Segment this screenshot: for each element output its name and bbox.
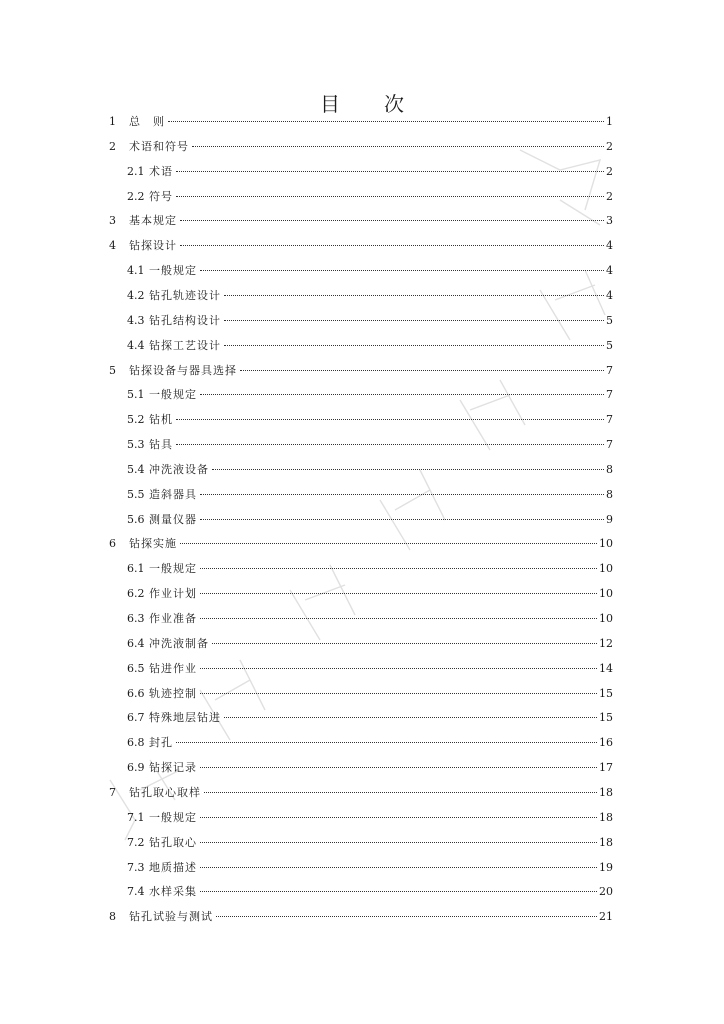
toc-entry-page-number: 4 (606, 239, 613, 253)
toc-entry[interactable] (127, 758, 613, 778)
toc-dot-leader (180, 220, 604, 221)
toc-dot-leader (216, 916, 597, 917)
toc-entry-label: 钻孔取心 (149, 835, 197, 849)
toc-entry[interactable] (127, 311, 613, 331)
toc-entry-page-number: 7 (606, 413, 613, 427)
toc-dot-leader (200, 867, 597, 868)
toc-entry-page-number: 2 (606, 139, 613, 153)
toc-entry[interactable] (127, 659, 613, 679)
toc-entry-number: 6.9 (127, 761, 145, 775)
toc-entry-number: 7 (109, 785, 116, 799)
toc-entry-number: 4.4 (127, 338, 145, 352)
toc-entry[interactable] (127, 882, 613, 902)
toc-entry[interactable] (109, 137, 613, 157)
toc-entry-number: 7.2 (127, 835, 145, 849)
toc-dot-leader (176, 742, 597, 743)
toc-dot-leader (200, 494, 604, 495)
toc-entry-label: 造斜器具 (149, 487, 197, 501)
toc-dot-leader (200, 394, 604, 395)
toc-entry-number: 6.4 (127, 636, 145, 650)
toc-entry-number: 6.1 (127, 562, 145, 576)
toc-dot-leader (224, 295, 604, 296)
toc-dot-leader (212, 469, 604, 470)
toc-entry-page-number: 7 (606, 388, 613, 402)
toc-entry-page-number: 15 (599, 686, 613, 700)
toc-entry-label: 测量仪器 (149, 512, 197, 526)
toc-entry-label: 钻探设计 (129, 239, 177, 253)
toc-entry[interactable] (127, 460, 613, 480)
toc-entry[interactable] (109, 112, 613, 132)
toc-entry-page-number: 1 (606, 115, 613, 128)
toc-entry[interactable] (127, 858, 613, 878)
toc-entry-page-number: 14 (599, 661, 613, 675)
toc-entry-page-number: 2 (606, 164, 613, 178)
toc-entry-label: 钻探实施 (129, 537, 177, 551)
toc-entry[interactable] (127, 833, 613, 853)
toc-entry-page-number: 20 (599, 885, 613, 899)
toc-entry[interactable] (127, 187, 613, 207)
toc-entry-label: 钻探设备与器具选择 (129, 363, 237, 377)
toc-entry[interactable] (127, 336, 613, 356)
toc-entry-number: 5.1 (127, 388, 145, 402)
toc-entry-label: 封孔 (149, 736, 173, 750)
toc-entry-page-number: 17 (599, 761, 613, 775)
toc-entry-label: 特殊地层钻进 (149, 711, 221, 725)
toc-entry[interactable] (127, 708, 613, 728)
toc-entry-number: 6.6 (127, 686, 145, 700)
toc-entry-label: 钻孔取心取样 (129, 785, 201, 799)
toc-entry-page-number: 2 (606, 189, 613, 203)
toc-entry[interactable] (127, 510, 613, 530)
toc-entry-number: 4.2 (127, 288, 145, 302)
toc-entry[interactable] (127, 261, 613, 281)
toc-dot-leader (200, 817, 597, 818)
toc-entry-number: 6.8 (127, 736, 145, 750)
toc-dot-leader (176, 196, 604, 197)
toc-entry-page-number: 12 (599, 636, 613, 650)
toc-entry-label: 钻机 (149, 413, 173, 427)
toc-entry-page-number: 18 (599, 785, 613, 799)
toc-entry-label: 总 则 (129, 115, 165, 128)
toc-entry[interactable] (127, 435, 613, 455)
toc-dot-leader (200, 618, 597, 619)
toc-dot-leader (224, 345, 604, 346)
toc-entry-label: 钻探工艺设计 (149, 338, 221, 352)
toc-entry-number: 7.1 (127, 810, 145, 824)
toc-entry[interactable] (127, 808, 613, 828)
toc-entry[interactable] (109, 211, 613, 231)
toc-entry-page-number: 16 (599, 736, 613, 750)
toc-entry-page-number: 3 (606, 214, 613, 228)
toc-entry-page-number: 5 (606, 313, 613, 327)
toc-entry[interactable] (109, 236, 613, 256)
toc-entry[interactable] (127, 733, 613, 753)
toc-dot-leader (176, 171, 604, 172)
toc-entry[interactable] (127, 410, 613, 430)
toc-entry[interactable] (127, 609, 613, 629)
toc-entry-page-number: 8 (606, 462, 613, 476)
toc-dot-leader (200, 593, 597, 594)
toc-dot-leader (200, 767, 597, 768)
toc-entry-page-number: 8 (606, 487, 613, 501)
toc-entry-page-number: 9 (606, 512, 613, 526)
toc-entry[interactable] (127, 286, 613, 306)
toc-entry-number: 5.4 (127, 462, 145, 476)
toc-entry[interactable] (109, 907, 613, 927)
toc-entry-label: 一般规定 (149, 388, 197, 402)
toc-entry-number: 2 (109, 139, 116, 153)
toc-entry-label: 一般规定 (149, 264, 197, 278)
toc-entry-label: 水样采集 (149, 885, 197, 899)
toc-entry-label: 基本规定 (129, 214, 177, 228)
toc-entry-page-number: 4 (606, 264, 613, 278)
toc-entry-label: 钻孔轨迹设计 (149, 288, 221, 302)
toc-dot-leader (168, 121, 604, 122)
toc-dot-leader (200, 891, 597, 892)
toc-entry-page-number: 7 (606, 363, 613, 377)
toc-entry-label: 钻孔试验与测试 (129, 910, 213, 924)
title-char: 目 (320, 92, 340, 116)
toc-entry-label: 地质描述 (149, 860, 197, 874)
toc-dot-leader (180, 543, 597, 544)
toc-entry-page-number: 18 (599, 810, 613, 824)
toc-entry-label: 符号 (149, 189, 173, 203)
toc-entry-number: 6.2 (127, 587, 145, 601)
toc-dot-leader (200, 693, 597, 694)
toc-entry[interactable] (127, 485, 613, 505)
toc-entry-number: 6.5 (127, 661, 145, 675)
toc-dot-leader (200, 668, 597, 669)
toc-entry-number: 2.1 (127, 164, 145, 178)
toc-entry-label: 钻探记录 (149, 761, 197, 775)
toc-entry-number: 6 (109, 537, 116, 551)
toc-entry-label: 作业准备 (149, 612, 197, 625)
toc-entry-page-number: 10 (599, 587, 613, 601)
toc-dot-leader (200, 270, 604, 271)
toc-dot-leader (212, 643, 597, 644)
toc-entry-number: 3 (109, 214, 116, 228)
toc-entry[interactable] (109, 361, 613, 381)
toc-entry-page-number: 5 (606, 338, 613, 352)
toc-dot-leader (200, 842, 597, 843)
toc-entry-number: 4.1 (127, 264, 145, 278)
toc-entry-page-number: 10 (599, 537, 613, 551)
toc-entry-label: 钻具 (149, 438, 173, 452)
toc-entry-label: 钻孔结构设计 (149, 313, 221, 327)
toc-entry-number: 7.4 (127, 885, 145, 899)
toc-entry[interactable] (127, 634, 613, 654)
toc-entry-number: 5.2 (127, 413, 145, 427)
toc-entry[interactable] (109, 783, 613, 803)
toc-entry-page-number: 7 (606, 438, 613, 452)
toc-dot-leader (192, 146, 604, 147)
toc-dot-leader (176, 419, 604, 420)
toc-entry-page-number: 4 (606, 288, 613, 302)
toc-dot-leader (180, 245, 604, 246)
toc-entry-number: 4.3 (127, 313, 145, 327)
toc-dot-leader (200, 519, 604, 520)
toc-dot-leader (204, 792, 597, 793)
toc-entry-number: 5.3 (127, 438, 145, 452)
toc-entry-label: 术语 (149, 164, 173, 178)
toc-entry-label: 冲洗液制备 (149, 636, 209, 650)
title-char: 次 (384, 92, 404, 116)
toc-entry[interactable] (127, 559, 613, 579)
toc-entry-label: 钻进作业 (149, 661, 197, 675)
toc-entry[interactable] (127, 385, 613, 405)
toc-dot-leader (240, 370, 604, 371)
toc-entry-number: 5.5 (127, 487, 145, 501)
toc-entry-label: 冲洗液设备 (149, 462, 209, 476)
toc-entry-number: 5 (109, 363, 116, 377)
toc-entry-page-number: 21 (599, 910, 613, 924)
toc-entry[interactable] (127, 684, 613, 704)
toc-entry-number: 5.6 (127, 512, 145, 526)
toc-entry-label: 作业计划 (149, 587, 197, 601)
toc-entry-number: 1 (109, 115, 116, 128)
toc-entry-label: 一般规定 (149, 810, 197, 824)
toc-entry[interactable] (127, 162, 613, 182)
toc-dot-leader (200, 568, 597, 569)
toc-entry-page-number: 18 (599, 835, 613, 849)
toc-entry-number: 2.2 (127, 189, 145, 203)
toc-entry-page-number: 10 (599, 562, 613, 576)
toc-dot-leader (176, 444, 604, 445)
toc-entry-page-number: 19 (599, 860, 613, 874)
toc-entry[interactable] (109, 534, 613, 554)
toc-entry-label: 术语和符号 (129, 139, 189, 153)
toc-dot-leader (224, 320, 604, 321)
toc-entry-number: 6.7 (127, 711, 145, 725)
toc-entry-number: 6.3 (127, 612, 145, 625)
toc-entry-number: 8 (109, 910, 116, 924)
toc-entry-number: 4 (109, 239, 116, 253)
toc-entry-page-number: 10 (599, 612, 613, 625)
toc-entry[interactable] (127, 584, 613, 604)
toc-entry-label: 一般规定 (149, 562, 197, 576)
toc-entry-number: 7.3 (127, 860, 145, 874)
toc-entry-label: 轨迹控制 (149, 686, 197, 700)
toc-entry-page-number: 15 (599, 711, 613, 725)
toc-dot-leader (224, 717, 597, 718)
